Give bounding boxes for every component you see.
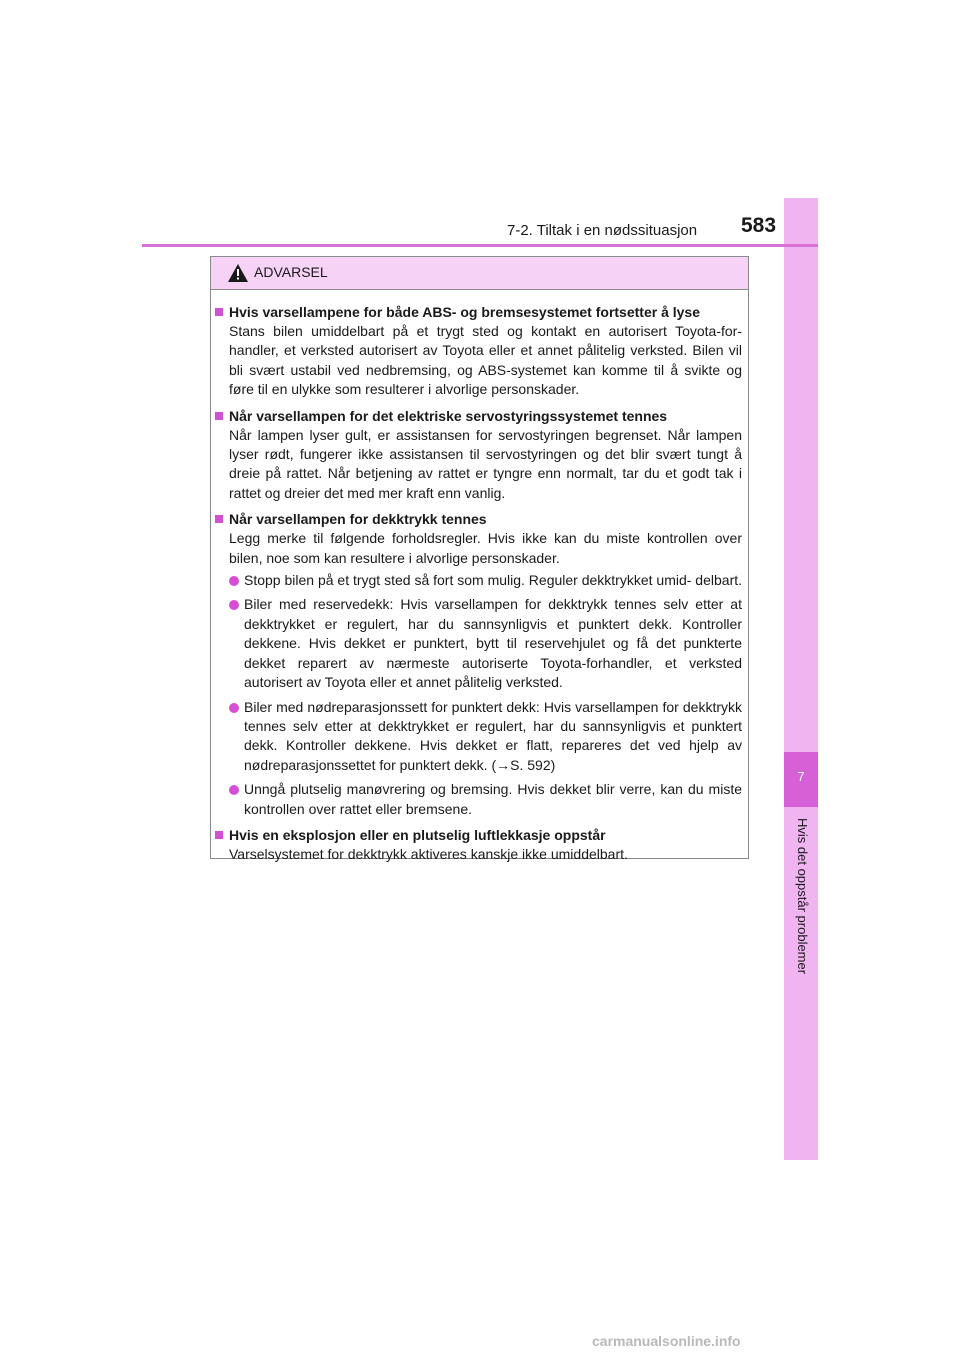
- warning-triangle-icon: [228, 264, 248, 282]
- section-heading: [215, 825, 742, 845]
- round-bullet-icon: [229, 576, 239, 586]
- round-bullet-icon: [229, 600, 239, 610]
- square-bullet-icon: [215, 308, 223, 316]
- warning-section: [215, 825, 742, 864]
- warning-box: [210, 256, 749, 862]
- chapter-number: 7: [797, 769, 805, 784]
- list-item-text: Unngå plutselig manøvrering og bremsing. Hvis dekket blir verre, kan du miste kontrollen over rattet eller bremsene.: [244, 781, 742, 817]
- list-item: [229, 595, 742, 692]
- section-heading: [215, 406, 742, 426]
- bullet-list: [229, 571, 742, 819]
- list-item-text: Biler med reservedekk: Hvis varsellampen for dekktrykk tennes selv etter at dekktrykket er regulert, har du sannsynligvis et punktert dekk. Kontroller dekkene. Hvis dekket er punktert, bytt til reservehjulet og få det punkterte dekket reparert av nærmeste autoriserte Toyota-forhandler, et verksted autorisert av Toyota eller et annet pålitelig verksted.: [244, 596, 742, 691]
- warning-section: [215, 302, 742, 400]
- list-item: [229, 571, 742, 590]
- section-heading-text: Når varsellampen for dekktrykk tennes: [229, 511, 487, 528]
- section-heading-text: Hvis en eksplosjon eller en plutselig luftlekkasje oppstår: [229, 826, 606, 843]
- section-text: Varselsystemet for dekktrykk aktiveres kanskje ikke umiddelbart.: [229, 845, 628, 862]
- section-heading: [215, 509, 742, 529]
- square-bullet-icon: [215, 412, 223, 420]
- list-item-text: Biler med nødreparasjonssett for punktert dekk: Hvis varsellampen for dekktrykk tennes selv etter at dekktrykket er regulert, har du sannsynligvis et punktert dekk. Kontroller dekkene. Hvis dekket er flatt, repareres det ved hjelp av nødreparasjonssettet for punktert dekk. (→S. 592): [244, 698, 742, 773]
- section-heading-text: Når varsellampen for det elektriske servostyringssystemet tennes: [229, 407, 668, 424]
- page-number: 583: [741, 214, 777, 237]
- list-item-text: Stopp bilen på et trygt sted så fort som mulig. Reguler dekktrykket umid- delbart.: [244, 572, 743, 589]
- section-title: 7-2. Tiltak i en nødssituasjon: [507, 222, 698, 239]
- round-bullet-icon: [229, 703, 239, 713]
- round-bullet-icon: [229, 785, 239, 795]
- watermark: carmanualsonline.info: [592, 1333, 741, 1349]
- square-bullet-icon: [215, 515, 223, 523]
- list-item: [229, 780, 742, 819]
- chapter-side-tab: [784, 198, 818, 1160]
- section-text: Stans bilen umiddelbart på et trygt sted og kontakt en autorisert Toyota-for- handler, et verksted autorisert av Toyota eller et annet pålitelig verksted. Bilen vil bli svært ustabil ved nedbremsing, og ABS-systemet kan komme til å svikte og føre til en ulykke som resulterer i alvorlige personskader.: [229, 323, 742, 398]
- warning-section: [215, 509, 742, 819]
- warning-title: ADVARSEL: [254, 264, 328, 280]
- header-rule: [142, 244, 818, 247]
- section-heading-text: Hvis varsellampene for både ABS- og bremsesystemet fortsetter å lyse: [229, 304, 701, 320]
- warning-body: [211, 290, 748, 864]
- square-bullet-icon: [215, 831, 223, 839]
- warning-section: [215, 406, 742, 504]
- section-text: Legg merke til følgende forholdsregler. Hvis ikke kan du miste kontrollen over bilen, noe som kan resultere i alvorlige personskader.: [229, 530, 742, 566]
- list-item: [229, 698, 742, 776]
- warning-header: [211, 257, 748, 290]
- chapter-title: Hvis det oppstår problemer: [795, 818, 810, 975]
- section-heading: [215, 302, 742, 322]
- section-text: Når lampen lyser gult, er assistansen for servostyringen begrenset. Når lampen lyser rødt, fungerer ikke assistansen til servostyringen og det blir svært tungt å dreie på rattet. Når betjening av rattet er tyngre enn normalt, tar du et godt tak i rattet og dreier det med mer kraft enn vanlig.: [229, 426, 742, 501]
